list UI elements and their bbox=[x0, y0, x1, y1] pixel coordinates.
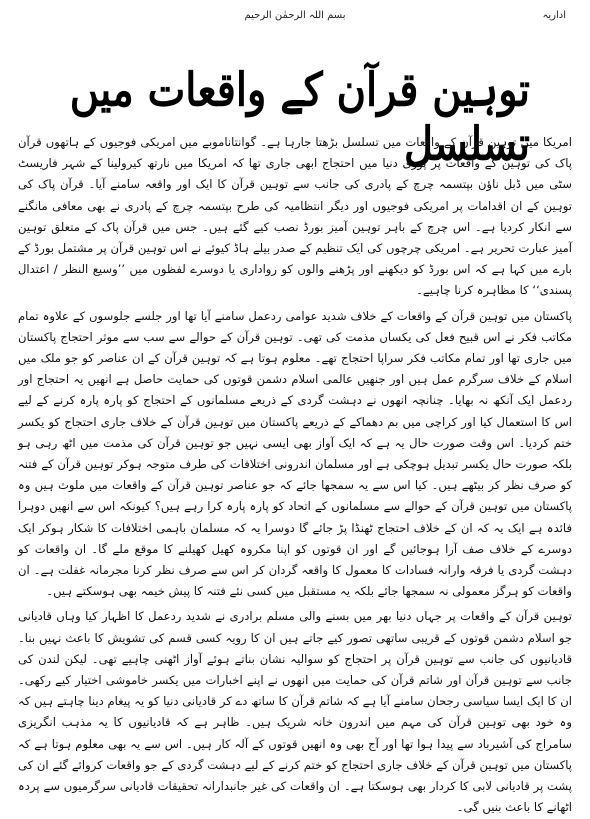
editorial-body bbox=[18, 132, 572, 815]
bismillah-invocation: بسم اللہ الرحمٰن الرحیم bbox=[244, 10, 346, 21]
paragraph: پاکستان میں توہین قرآن کے واقعات کے خلاف شدید عوامی ردعمل سامنے آیا تھا اور جلسے جلوسوں کے علاوہ تمام مکاتب فکر نے اس قبیح فعل کی یکساں مذمت کی تھی۔ توہین قرآن کے حوالے سے سب سے موثر احتجاج پاکستان میں جاری تھا اور تمام مکاتب فکر سراپا احتجاج تھے۔ معلوم ہوتا ہے کہ توہین قرآن کے ان عناصر کو جو ملک میں اسلام کے خلاف سرگرم عمل ہیں اور جنھیں عالمی اسلام دشمن قوتوں کی حمایت حاصل ہے انھیں یہ احتجاج اور ردعمل ایک آنکھ نہ بھایا۔ چنانچہ انھوں نے دہشت گردی کے ذریعے مسلمانوں کے احتجاج کو پارہ پارہ کرنے کے لیے اس کا استعمال کیا اور کراچی میں بم دھماکے کے ذریعے پاکستان میں توہین قرآن کے خلاف جاری احتجاج کو یکسر ختم کردیا۔ اس وقت صورت حال یہ ہے کہ ایک آواز بھی ایسی نہیں جو توہین قرآن کی مذمت میں اٹھ رہی ہو بلکہ صورت حال یکسر تبدیل ہوچکی ہے اور مسلمان اندرونی اختلافات کی طرف متوجہ ہوکر توہین قرآن کے فتنہ کو صرف نظر کر بیٹھے ہیں۔ کیا اس سے یہ سمجھا جائے کہ جو عناصر توہین قرآن کے واقعات میں ملوث ہیں وہ پاکستان میں توہین قرآن کے حوالے سے مسلمانوں کے اتحاد کو پارہ پارہ کرا رہے ہیں؟ کیونکہ اس سے انھیں دوہرا فائدہ ہے ایک یہ کہ ان کے خلاف احتجاج ٹھنڈا پڑ جائے گا دوسرا یہ کہ مسلمان باہمی اختلافات کا شکار ہوکر ایک دوسرے کے خلاف صف آرا ہوجائیں گے اور ان قوتوں کو اپنا مکروہ کھیل کھیلنے کا موقع ملے گا۔ ان واقعات کو دہشت گردی یا فرقہ وارانہ فسادات کا معمول کا واقعہ گردان کر اس سے صرف نظر کرنا مجرمانہ غفلت ہے۔ ان واقعات کو ہرگز معمولی نہ سمجھا جائے بلکہ یہ مستقبل میں کسی نئے فتنہ کا پیش خیمہ بھی ہوسکتے ہیں۔ bbox=[18, 308, 572, 599]
page-header bbox=[0, 8, 590, 30]
editorial-headline: توہین قرآن کے واقعات میں تسلسل bbox=[69, 62, 530, 171]
section-label: اداریہ bbox=[542, 10, 566, 21]
paragraph: توہین قرآن کے واقعات پر جہاں دنیا بھر میں بسنے والی مسلم برادری نے شدید ردعمل کا اظہار کیا وہاں قادیانی جو اسلام دشمن قوتوں کے قریبی ساتھی تصور کیے جاتے ہیں ان کا رویہ کسی قسم کی تشویش کا باعث نہیں بنا۔ قادیانیوں کی جانب سے توہین قرآن پر احتجاج کو سوالیہ نشان بناتے ہوئے آواز اٹھنی چاہیے تھی۔ لیکن لندن کی جانب سے توہین قرآن اور شاتم قرآن کی حمایت میں انھوں نے اپنے اخبارات میں یکسر خاموشی اختیار کیے رکھی۔ ان کا ایک ایسا سیاسی رجحان سامنے آیا ہے کہ شاتم قرآن کا ساتھ دے کر قادیانی دنیا کو یہ پیغام دینا چاہتے ہیں کہ وہ خود بھی توہین قرآن کی مہم میں اندرون خانہ شریک ہیں۔ ظاہر ہے کہ قادیانیوں کا یہ مذہب انگریزی سامراج کی آشیرباد سے پیدا ہوا تھا اور آج بھی وہ انھیں قوتوں کے آلہ کار ہیں۔ اس سے یہ بھی معلوم ہوتا ہے کہ پاکستان میں توہین قرآن کے خلاف جاری احتجاج کو ختم کرنے کے لیے دہشت گردی کے جو واقعات کروائے گئے ان کی پشت پر قادیانی لابی کا کردار بھی ہوسکتا ہے۔ ان واقعات کی غیر جانبدارانہ تحقیقات قادیانی سرگرمیوں سے پردہ اٹھانے کا باعث بنیں گی۔ bbox=[18, 609, 572, 815]
paragraph: امریکا میں توہین قرآن کے واقعات میں تسلسل بڑھتا جارہا ہے۔ گوانتاناموبے میں امریکی فوجیوں کے ہاتھوں قرآن پاک کی توہین کے واقعات پر پوری دنیا میں احتجاج ابھی جاری تھا کہ امریکا میں نارتھ کیرولینا کے شہر فاریسٹ سٹی میں ڈبل ناؤن بپتسمہ چرچ کے پادری کی جانب سے توہین قرآن کا ایک اور واقعہ سامنے آیا۔ قرآن پاک کی توہین کے ان اقدامات پر امریکی فوجیوں اور دیگر انتظامیہ کی طرح بپتسمہ چرچ کے پادری نے بھی معافی مانگنے سے انکار کردیا ہے۔ اس چرچ کے باہر توہین آمیز بورڈ نصب کیے گئے ہیں۔ جس میں قرآن پاک کے متعلق توہین آمیز عبارت تحریر ہے۔ امریکی چرچوں کی ایک تنظیم کے صدر بیلے ہاڈ کیوئے نے اس توہین قرآن پر مشتمل بورڈ کے بارے میں کہا ہے کہ اس بورڈ کو دیکھنے اور پڑھنے والوں کو رواداری یا دوسرے لفظوں میں ’’وسیع النظر / اعتدال پسندی‘‘ کا مظاہرہ کرنا چاہیے۔ bbox=[18, 135, 572, 298]
